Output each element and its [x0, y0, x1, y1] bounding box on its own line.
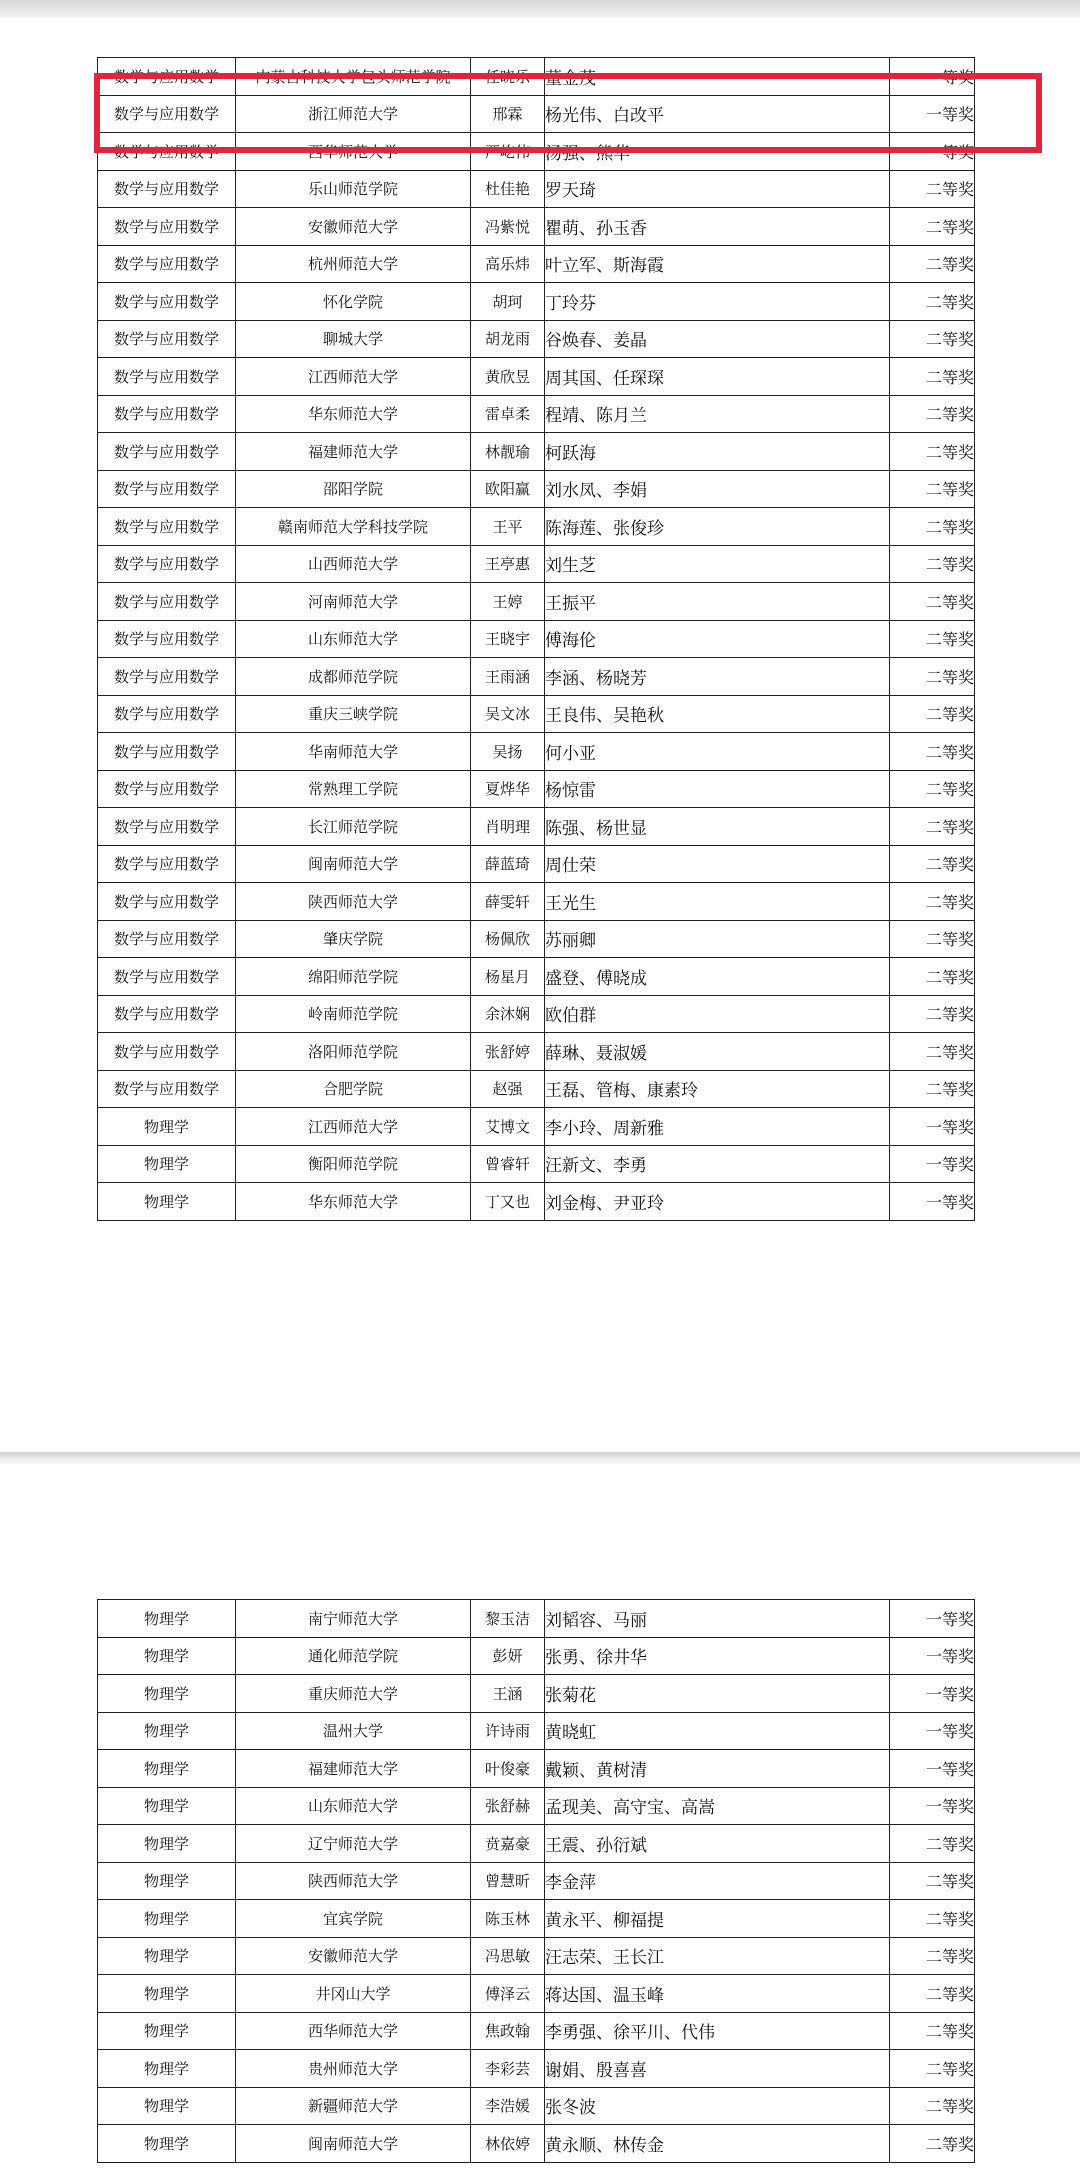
student-name-cell: 胡龙雨 — [471, 320, 545, 358]
student-name-cell: 张舒婷 — [471, 1033, 545, 1071]
school-cell: 成都师范学院 — [236, 658, 471, 696]
student-name-cell: 王平 — [471, 508, 545, 546]
school-cell: 内蒙古科技大学包头师范学院 — [236, 58, 471, 96]
major-cell: 数学与应用数学 — [98, 883, 236, 921]
table-row — [98, 1712, 975, 1750]
student-name-cell: 欧阳赢 — [471, 470, 545, 508]
award-cell: 二等奖 — [890, 245, 975, 283]
student-name-cell: 李浩媛 — [471, 2087, 545, 2125]
mentors-cell: 周仕荣 — [545, 845, 890, 883]
major-cell: 数学与应用数学 — [98, 808, 236, 846]
student-name-cell: 王亭惠 — [471, 545, 545, 583]
award-cell: 二等奖 — [890, 958, 975, 996]
table-row — [98, 1862, 975, 1900]
school-cell: 华东师范大学 — [236, 395, 471, 433]
table-row — [98, 1108, 975, 1146]
award-cell: 二等奖 — [890, 2050, 975, 2088]
clipped-row-edge — [90, 40, 980, 57]
school-cell: 井冈山大学 — [236, 1975, 471, 2013]
school-cell: 西华师范大学 — [236, 133, 471, 171]
award-cell: 二等奖 — [890, 995, 975, 1033]
school-cell: 乐山师范学院 — [236, 170, 471, 208]
major-cell: 物理学 — [98, 1145, 236, 1183]
student-name-cell: 杨佩欣 — [471, 920, 545, 958]
table-row — [98, 620, 975, 658]
school-cell: 福建师范大学 — [236, 1750, 471, 1788]
major-cell: 物理学 — [98, 1900, 236, 1938]
mentors-cell: 盛登、傅晓成 — [545, 958, 890, 996]
mentors-cell: 柯跃海 — [545, 433, 890, 471]
table-row — [98, 1183, 975, 1221]
award-cell: 二等奖 — [890, 2125, 975, 2163]
mentors-cell: 汪志荣、王长江 — [545, 1937, 890, 1975]
major-cell: 物理学 — [98, 1712, 236, 1750]
student-name-cell: 夏烨华 — [471, 770, 545, 808]
school-cell: 南宁师范大学 — [236, 1600, 471, 1638]
major-cell: 物理学 — [98, 2125, 236, 2163]
major-cell: 物理学 — [98, 1183, 236, 1221]
student-name-cell: 曾慧昕 — [471, 1862, 545, 1900]
student-name-cell: 林依婷 — [471, 2125, 545, 2163]
student-name-cell: 叶俊豪 — [471, 1750, 545, 1788]
student-name-cell: 冯思敏 — [471, 1937, 545, 1975]
school-cell: 重庆三峡学院 — [236, 695, 471, 733]
major-cell: 数学与应用数学 — [98, 470, 236, 508]
major-cell: 数学与应用数学 — [98, 208, 236, 246]
award-cell: 一等奖 — [890, 1637, 975, 1675]
school-cell: 陕西师范大学 — [236, 1862, 471, 1900]
award-cell: 二等奖 — [890, 583, 975, 621]
mentors-cell: 丁玲芬 — [545, 283, 890, 321]
mentors-cell: 黄永顺、林传金 — [545, 2125, 890, 2163]
major-cell: 数学与应用数学 — [98, 733, 236, 771]
student-name-cell: 胡珂 — [471, 283, 545, 321]
award-cell: 二等奖 — [890, 283, 975, 321]
award-cell: 一等奖 — [890, 133, 975, 171]
award-cell: 二等奖 — [890, 883, 975, 921]
mentors-cell: 罗天琦 — [545, 170, 890, 208]
award-cell: 一等奖 — [890, 95, 975, 133]
mentors-cell: 汪新文、李勇 — [545, 1145, 890, 1183]
school-cell: 绵阳师范学院 — [236, 958, 471, 996]
mentors-cell: 刘生芝 — [545, 545, 890, 583]
mentors-cell: 张勇、徐井华 — [545, 1637, 890, 1675]
mentors-cell: 李勇强、徐平川、代伟 — [545, 2012, 890, 2050]
major-cell: 物理学 — [98, 1787, 236, 1825]
student-name-cell: 王涵 — [471, 1675, 545, 1713]
school-cell: 宜宾学院 — [236, 1900, 471, 1938]
mentors-cell: 王磊、管梅、康素玲 — [545, 1070, 890, 1108]
mentors-cell: 苏丽卿 — [545, 920, 890, 958]
major-cell: 数学与应用数学 — [98, 958, 236, 996]
mentors-cell: 王振平 — [545, 583, 890, 621]
student-name-cell: 任晓乐 — [471, 58, 545, 96]
table-row — [98, 545, 975, 583]
table-row — [98, 1600, 975, 1638]
mentors-cell: 欧伯群 — [545, 995, 890, 1033]
major-cell: 物理学 — [98, 1637, 236, 1675]
school-cell: 重庆师范大学 — [236, 1675, 471, 1713]
table-row — [98, 170, 975, 208]
award-cell: 二等奖 — [890, 733, 975, 771]
mentors-cell: 李金萍 — [545, 1862, 890, 1900]
award-cell: 二等奖 — [890, 1825, 975, 1863]
school-cell: 长江师范学院 — [236, 808, 471, 846]
major-cell: 数学与应用数学 — [98, 245, 236, 283]
student-name-cell: 薛蓝琦 — [471, 845, 545, 883]
award-table-page-1 — [97, 57, 975, 1221]
school-cell: 华东师范大学 — [236, 1183, 471, 1221]
table-row — [98, 433, 975, 471]
student-name-cell: 雷卓柔 — [471, 395, 545, 433]
mentors-cell: 傅海伦 — [545, 620, 890, 658]
student-name-cell: 王晓宇 — [471, 620, 545, 658]
page-separator — [0, 1452, 1080, 1464]
table-row — [98, 95, 975, 133]
award-cell: 二等奖 — [890, 1070, 975, 1108]
mentors-cell: 汤强、熊华 — [545, 133, 890, 171]
major-cell: 数学与应用数学 — [98, 920, 236, 958]
school-cell: 常熟理工学院 — [236, 770, 471, 808]
student-name-cell: 严屹伟 — [471, 133, 545, 171]
table-row — [98, 1975, 975, 2013]
award-cell: 二等奖 — [890, 1937, 975, 1975]
school-cell: 贵州师范大学 — [236, 2050, 471, 2088]
school-cell: 山西师范大学 — [236, 545, 471, 583]
table-row — [98, 133, 975, 171]
school-cell: 山东师范大学 — [236, 1787, 471, 1825]
major-cell: 数学与应用数学 — [98, 58, 236, 96]
school-cell: 浙江师范大学 — [236, 95, 471, 133]
table-row — [98, 395, 975, 433]
award-cell: 一等奖 — [890, 1108, 975, 1146]
major-cell: 数学与应用数学 — [98, 770, 236, 808]
school-cell: 合肥学院 — [236, 1070, 471, 1108]
mentors-cell: 刘韬容、马丽 — [545, 1600, 890, 1638]
student-name-cell: 冯紫悦 — [471, 208, 545, 246]
award-table-page-2 — [97, 1599, 975, 2163]
major-cell: 数学与应用数学 — [98, 1070, 236, 1108]
student-name-cell: 黎玉洁 — [471, 1600, 545, 1638]
table-row — [98, 658, 975, 696]
mentors-cell: 杨光伟、白改平 — [545, 95, 890, 133]
award-cell: 二等奖 — [890, 1033, 975, 1071]
school-cell: 福建师范大学 — [236, 433, 471, 471]
award-cell: 二等奖 — [890, 433, 975, 471]
major-cell: 数学与应用数学 — [98, 95, 236, 133]
major-cell: 物理学 — [98, 1862, 236, 1900]
table-row — [98, 358, 975, 396]
mentors-cell: 李小玲、周新雅 — [545, 1108, 890, 1146]
major-cell: 数学与应用数学 — [98, 395, 236, 433]
award-cell: 一等奖 — [890, 1183, 975, 1221]
major-cell: 物理学 — [98, 1825, 236, 1863]
school-cell: 闽南师范大学 — [236, 845, 471, 883]
award-cell: 一等奖 — [890, 1145, 975, 1183]
award-cell: 一等奖 — [890, 1712, 975, 1750]
award-cell: 二等奖 — [890, 358, 975, 396]
major-cell: 物理学 — [98, 1975, 236, 2013]
major-cell: 物理学 — [98, 1675, 236, 1713]
school-cell: 洛阳师范学院 — [236, 1033, 471, 1071]
school-cell: 杭州师范大学 — [236, 245, 471, 283]
award-cell: 二等奖 — [890, 695, 975, 733]
student-name-cell: 许诗雨 — [471, 1712, 545, 1750]
school-cell: 陕西师范大学 — [236, 883, 471, 921]
award-cell: 一等奖 — [890, 1675, 975, 1713]
mentors-cell: 薛琳、聂淑媛 — [545, 1033, 890, 1071]
student-name-cell: 杨星月 — [471, 958, 545, 996]
school-cell: 新疆师范大学 — [236, 2087, 471, 2125]
major-cell: 数学与应用数学 — [98, 508, 236, 546]
student-name-cell: 艾博文 — [471, 1108, 545, 1146]
mentors-cell: 董金茂 — [545, 58, 890, 96]
school-cell: 安徽师范大学 — [236, 208, 471, 246]
mentors-cell: 杨惊雷 — [545, 770, 890, 808]
school-cell: 辽宁师范大学 — [236, 1825, 471, 1863]
award-cell: 二等奖 — [890, 395, 975, 433]
table-row — [98, 1825, 975, 1863]
table-row — [98, 1750, 975, 1788]
student-name-cell: 赵强 — [471, 1070, 545, 1108]
award-cell: 二等奖 — [890, 2012, 975, 2050]
table-row — [98, 1637, 975, 1675]
table-row — [98, 995, 975, 1033]
mentors-cell: 李涵、杨晓芳 — [545, 658, 890, 696]
student-name-cell: 丁又也 — [471, 1183, 545, 1221]
award-cell: 二等奖 — [890, 1900, 975, 1938]
mentors-cell: 陈强、杨世显 — [545, 808, 890, 846]
table-row — [98, 583, 975, 621]
major-cell: 物理学 — [98, 2087, 236, 2125]
school-cell: 赣南师范大学科技学院 — [236, 508, 471, 546]
major-cell: 数学与应用数学 — [98, 170, 236, 208]
mentors-cell: 叶立军、斯海霞 — [545, 245, 890, 283]
table-row — [98, 508, 975, 546]
table-row — [98, 2050, 975, 2088]
school-cell: 江西师范大学 — [236, 1108, 471, 1146]
school-cell: 温州大学 — [236, 1712, 471, 1750]
student-name-cell: 李彩芸 — [471, 2050, 545, 2088]
award-cell: 二等奖 — [890, 845, 975, 883]
table-row — [98, 1787, 975, 1825]
mentors-cell: 陈海莲、张俊珍 — [545, 508, 890, 546]
major-cell: 数学与应用数学 — [98, 133, 236, 171]
major-cell: 数学与应用数学 — [98, 845, 236, 883]
major-cell: 物理学 — [98, 2012, 236, 2050]
table-row — [98, 883, 975, 921]
school-cell: 怀化学院 — [236, 283, 471, 321]
student-name-cell: 彭妍 — [471, 1637, 545, 1675]
award-cell: 二等奖 — [890, 470, 975, 508]
school-cell: 江西师范大学 — [236, 358, 471, 396]
major-cell: 数学与应用数学 — [98, 995, 236, 1033]
award-cell: 二等奖 — [890, 170, 975, 208]
mentors-cell: 刘金梅、尹亚玲 — [545, 1183, 890, 1221]
student-name-cell: 焦政翰 — [471, 2012, 545, 2050]
major-cell: 物理学 — [98, 1750, 236, 1788]
student-name-cell: 高乐炜 — [471, 245, 545, 283]
mentors-cell: 戴颖、黄树清 — [545, 1750, 890, 1788]
major-cell: 数学与应用数学 — [98, 320, 236, 358]
award-cell: 二等奖 — [890, 2087, 975, 2125]
award-cell: 二等奖 — [890, 770, 975, 808]
table-row — [98, 1937, 975, 1975]
table-row — [98, 1145, 975, 1183]
mentors-cell: 王震、孙衍斌 — [545, 1825, 890, 1863]
student-name-cell: 黄欣昱 — [471, 358, 545, 396]
table-row — [98, 1070, 975, 1108]
mentors-cell: 孟现美、高守宝、高嵩 — [545, 1787, 890, 1825]
mentors-cell: 黄永平、柳福提 — [545, 1900, 890, 1938]
table-row — [98, 920, 975, 958]
mentors-cell: 黄晓虹 — [545, 1712, 890, 1750]
award-cell: 二等奖 — [890, 658, 975, 696]
student-name-cell: 陈玉林 — [471, 1900, 545, 1938]
major-cell: 物理学 — [98, 1937, 236, 1975]
mentors-cell: 程靖、陈月兰 — [545, 395, 890, 433]
award-cell: 二等奖 — [890, 1862, 975, 1900]
table-row — [98, 770, 975, 808]
award-cell: 二等奖 — [890, 920, 975, 958]
school-cell: 闽南师范大学 — [236, 2125, 471, 2163]
school-cell: 衡阳师范学院 — [236, 1145, 471, 1183]
award-cell: 二等奖 — [890, 208, 975, 246]
student-name-cell: 林靓瑜 — [471, 433, 545, 471]
student-name-cell: 曾睿轩 — [471, 1145, 545, 1183]
student-name-cell: 贲嘉豪 — [471, 1825, 545, 1863]
major-cell: 数学与应用数学 — [98, 1033, 236, 1071]
mentors-cell: 何小亚 — [545, 733, 890, 771]
student-name-cell: 余沐娴 — [471, 995, 545, 1033]
table-row — [98, 1900, 975, 1938]
school-cell: 安徽师范大学 — [236, 1937, 471, 1975]
major-cell: 数学与应用数学 — [98, 358, 236, 396]
major-cell: 数学与应用数学 — [98, 583, 236, 621]
school-cell: 聊城大学 — [236, 320, 471, 358]
mentors-cell: 谢娟、殷喜喜 — [545, 2050, 890, 2088]
table-row — [98, 245, 975, 283]
major-cell: 物理学 — [98, 2050, 236, 2088]
school-cell: 华南师范大学 — [236, 733, 471, 771]
student-name-cell: 肖明理 — [471, 808, 545, 846]
table-row — [98, 733, 975, 771]
school-cell: 西华师范大学 — [236, 2012, 471, 2050]
student-name-cell: 吴扬 — [471, 733, 545, 771]
award-cell: 一等奖 — [890, 1600, 975, 1638]
student-name-cell: 傅泽云 — [471, 1975, 545, 2013]
award-cell: 一等奖 — [890, 1787, 975, 1825]
table-row — [98, 2125, 975, 2163]
award-cell: 二等奖 — [890, 320, 975, 358]
award-cell: 二等奖 — [890, 1975, 975, 2013]
table-row — [98, 2012, 975, 2050]
school-cell: 河南师范大学 — [236, 583, 471, 621]
mentors-cell: 周其国、任琛琛 — [545, 358, 890, 396]
award-cell: 二等奖 — [890, 508, 975, 546]
table-row — [98, 208, 975, 246]
major-cell: 物理学 — [98, 1108, 236, 1146]
major-cell: 数学与应用数学 — [98, 658, 236, 696]
table-row — [98, 2087, 975, 2125]
mentors-cell: 谷焕春、姜晶 — [545, 320, 890, 358]
student-name-cell: 张舒赫 — [471, 1787, 545, 1825]
school-cell: 通化师范学院 — [236, 1637, 471, 1675]
mentors-cell: 蒋达国、温玉峰 — [545, 1975, 890, 2013]
table-row — [98, 320, 975, 358]
student-name-cell: 杜佳艳 — [471, 170, 545, 208]
mentors-cell: 王光生 — [545, 883, 890, 921]
school-cell: 邵阳学院 — [236, 470, 471, 508]
major-cell: 数学与应用数学 — [98, 695, 236, 733]
major-cell: 数学与应用数学 — [98, 545, 236, 583]
mentors-cell: 王良伟、吴艳秋 — [545, 695, 890, 733]
table-row — [98, 695, 975, 733]
table-row — [98, 283, 975, 321]
major-cell: 物理学 — [98, 1600, 236, 1638]
table-row — [98, 845, 975, 883]
major-cell: 数学与应用数学 — [98, 620, 236, 658]
student-name-cell: 王婷 — [471, 583, 545, 621]
major-cell: 数学与应用数学 — [98, 433, 236, 471]
student-name-cell: 薛雯轩 — [471, 883, 545, 921]
award-cell: 二等奖 — [890, 620, 975, 658]
major-cell: 数学与应用数学 — [98, 283, 236, 321]
mentors-cell: 刘水凤、李娟 — [545, 470, 890, 508]
table-row — [98, 958, 975, 996]
mentors-cell: 张菊花 — [545, 1675, 890, 1713]
table-row — [98, 808, 975, 846]
table-row — [98, 470, 975, 508]
student-name-cell: 吴文冰 — [471, 695, 545, 733]
student-name-cell: 王雨涵 — [471, 658, 545, 696]
table-row — [98, 1033, 975, 1071]
top-shadow — [0, 0, 1080, 18]
student-name-cell: 邢霖 — [471, 95, 545, 133]
table-row — [98, 1675, 975, 1713]
school-cell: 岭南师范学院 — [236, 995, 471, 1033]
mentors-cell: 瞿萌、孙玉香 — [545, 208, 890, 246]
table-row — [98, 58, 975, 96]
school-cell: 山东师范大学 — [236, 620, 471, 658]
award-cell: 一等奖 — [890, 1750, 975, 1788]
award-cell: 二等奖 — [890, 545, 975, 583]
award-cell: 一等奖 — [890, 58, 975, 96]
award-cell: 二等奖 — [890, 808, 975, 846]
school-cell: 肇庆学院 — [236, 920, 471, 958]
mentors-cell: 张冬波 — [545, 2087, 890, 2125]
